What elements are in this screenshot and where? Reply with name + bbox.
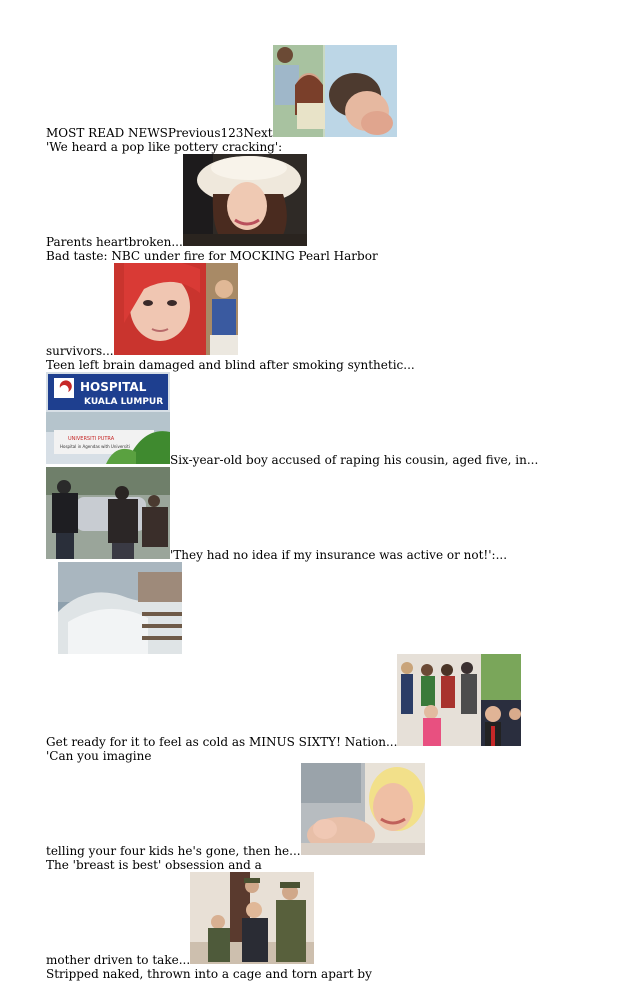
story-headline-9[interactable]: Stripped naked, thrown into a cage and torn apart by xyxy=(46,967,372,981)
page-link-1[interactable]: 1 xyxy=(220,126,229,140)
story-thumbnail-teen-red-hair[interactable] xyxy=(114,263,238,355)
story-headline-7a[interactable]: 'Can you imagine xyxy=(46,749,152,763)
story-headline-7b[interactable]: telling your four kids he's gone, then he... xyxy=(46,844,301,858)
story-thumbnail-family[interactable] xyxy=(397,654,521,746)
hospital-sub-text: Hospital in Agendas with Universiti xyxy=(60,444,130,449)
story-headline-6[interactable]: Get ready for it to feel as cold as MINUS SIXTY! Nation... xyxy=(46,735,398,749)
story-headline-1b[interactable]: Parents heartbroken... xyxy=(46,235,183,249)
story-headline-8a[interactable]: The 'breast is best' obsession and a xyxy=(46,858,262,872)
story-thumbnail-baby-pottery[interactable] xyxy=(273,45,397,137)
page-link-2[interactable]: 2 xyxy=(228,126,236,140)
story-headline-1a[interactable]: 'We heard a pop like pottery cracking': xyxy=(46,140,283,154)
story-headline-8b[interactable]: mother driven to take... xyxy=(46,953,191,967)
story-thumbnail-insurance-people[interactable] xyxy=(46,467,170,559)
story-thumbnail-mother-baby[interactable] xyxy=(301,763,425,855)
next-link[interactable]: Next xyxy=(243,126,273,140)
story-headline-3[interactable]: Teen left brain damaged and blind after smoking synthetic... xyxy=(46,358,415,372)
story-thumbnail-hospital-kl[interactable] xyxy=(46,372,170,464)
story-thumbnail-nbc-woman[interactable] xyxy=(183,154,307,246)
page-link-3[interactable]: 3 xyxy=(235,126,244,140)
section-title: MOST READ NEWS xyxy=(46,126,168,140)
hospital-university-text: UNIVERSITI PUTRA xyxy=(68,436,115,442)
story-headline-4[interactable]: Six-year-old boy accused of raping his cousin, aged five, in... xyxy=(170,453,539,467)
story-thumbnail-soldiers[interactable] xyxy=(190,872,314,964)
hospital-city-text: KUALA LUMPUR xyxy=(84,397,164,407)
hospital-sign-text: HOSPITAL xyxy=(80,380,147,394)
story-headline-2b[interactable]: survivors... xyxy=(46,344,114,358)
story-headline-2a[interactable]: Bad taste: NBC under fire for MOCKING Pearl Harbor xyxy=(46,249,378,263)
most-read-news-widget xyxy=(46,45,596,981)
story-thumbnail-cold-waves[interactable] xyxy=(58,562,182,654)
story-headline-5[interactable]: 'They had no idea if my insurance was active or not!':... xyxy=(170,548,508,562)
previous-link[interactable]: Previous xyxy=(167,126,221,140)
